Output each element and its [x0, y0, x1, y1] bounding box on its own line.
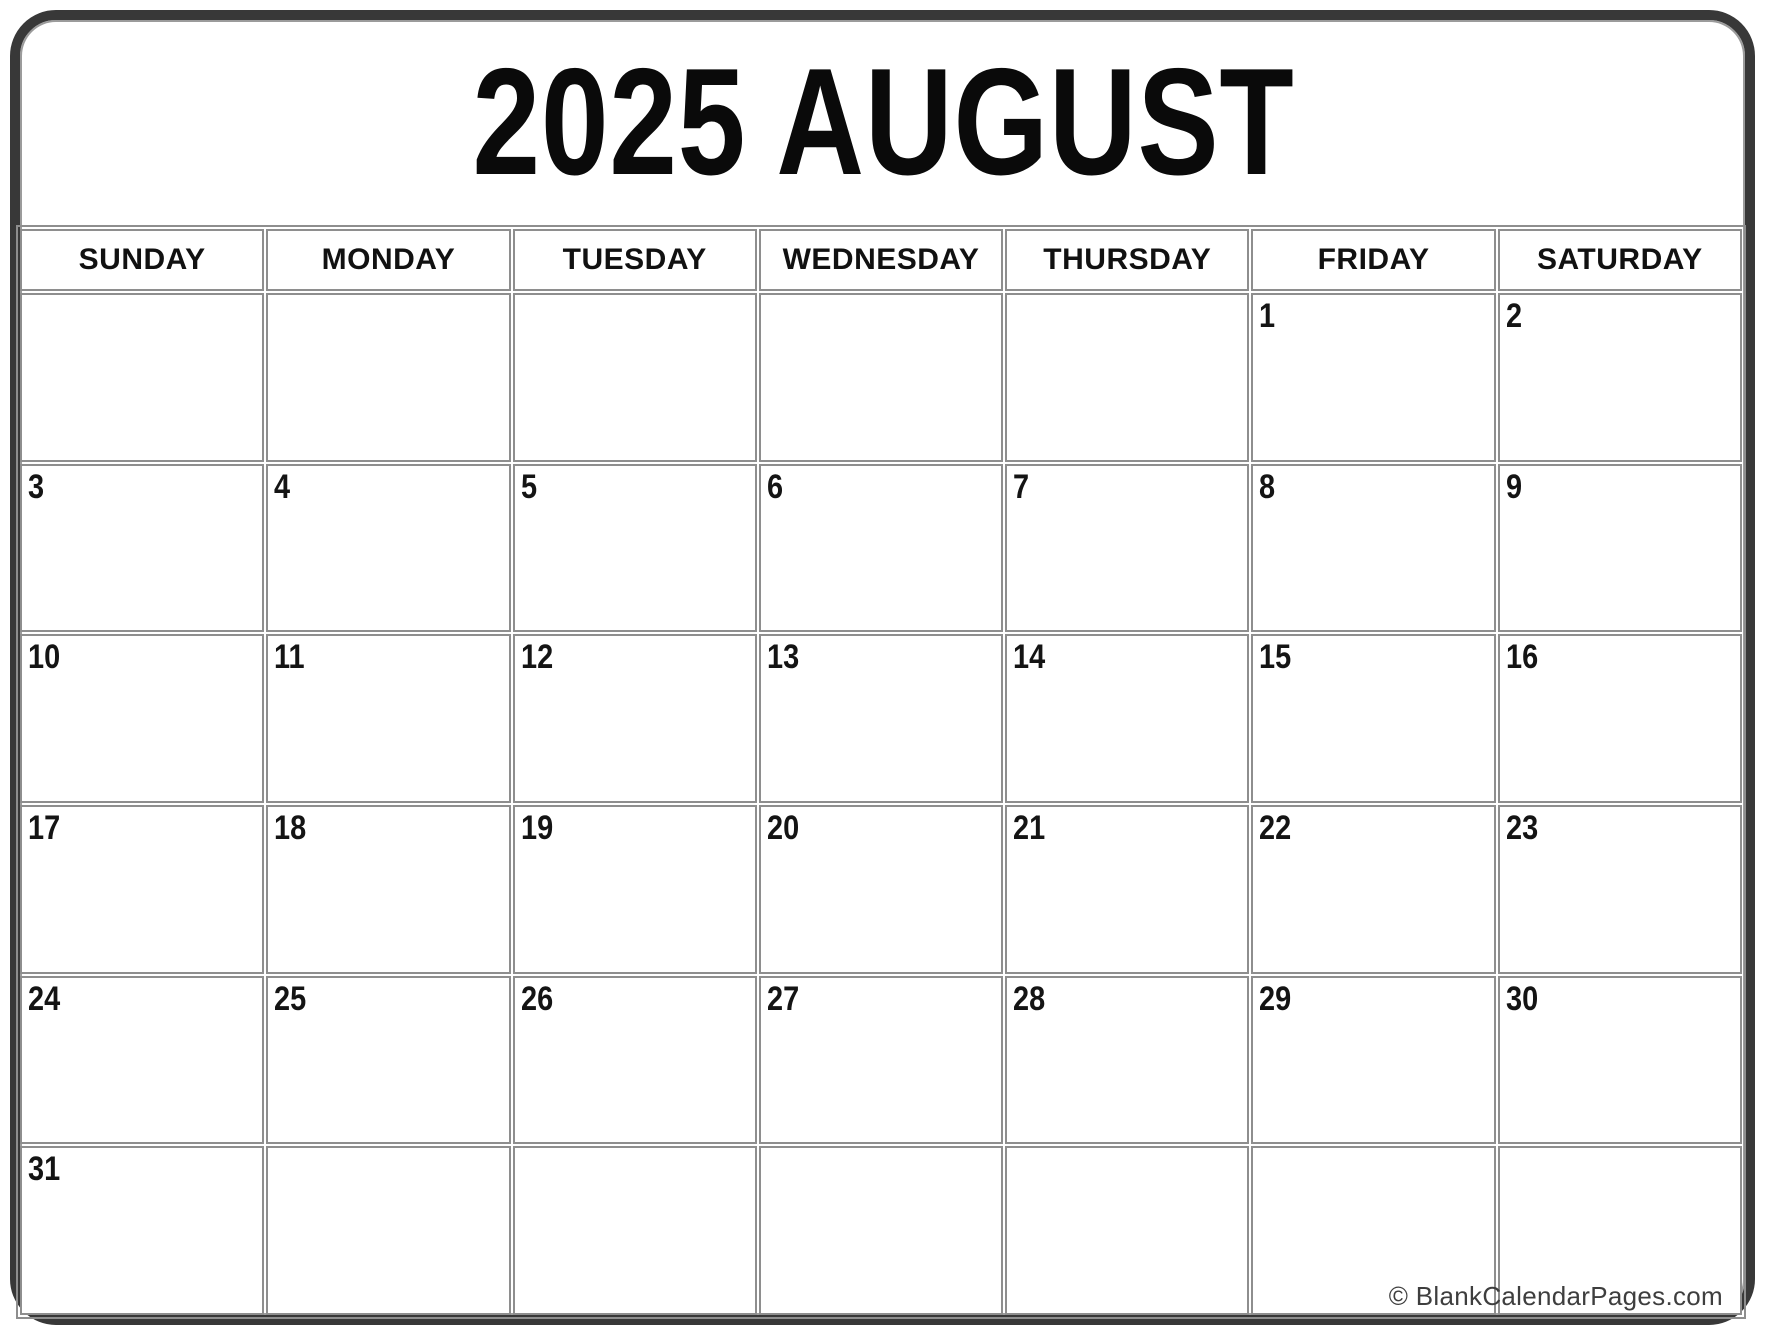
day-number: 30 — [1505, 979, 1538, 1018]
day-number: 21 — [1013, 808, 1046, 847]
day-number: 12 — [520, 638, 553, 677]
day-cell — [1498, 293, 1742, 462]
day-cell — [1005, 464, 1249, 633]
day-cell — [20, 1146, 264, 1315]
day-cell — [513, 464, 757, 633]
weekday-header-friday: FRIDAY — [1251, 229, 1495, 291]
day-number: 3 — [28, 467, 45, 506]
day-number: 11 — [274, 638, 305, 677]
weekday-header-row — [20, 229, 1742, 291]
weekday-header-sunday: SUNDAY — [20, 229, 264, 291]
day-number: 5 — [520, 467, 537, 506]
day-cell — [1498, 634, 1742, 803]
day-number: 1 — [1259, 297, 1276, 335]
day-number: 14 — [1013, 638, 1046, 677]
day-cell — [513, 634, 757, 803]
day-cell — [1498, 805, 1742, 974]
day-cell — [513, 1146, 757, 1315]
day-number: 19 — [520, 808, 553, 847]
day-number: 16 — [1505, 638, 1538, 677]
day-cell — [266, 464, 510, 633]
day-cell — [759, 293, 1003, 462]
day-cell — [1251, 805, 1495, 974]
day-number: 29 — [1259, 979, 1292, 1018]
day-cell — [1251, 634, 1495, 803]
day-number: 6 — [766, 467, 783, 506]
day-cell — [1005, 805, 1249, 974]
weekday-header-tuesday: TUESDAY — [513, 229, 757, 291]
day-cell — [1498, 976, 1742, 1145]
day-number: 15 — [1259, 638, 1292, 677]
day-cell — [266, 1146, 510, 1315]
weekday-header-wednesday: WEDNESDAY — [759, 229, 1003, 291]
day-cell — [1005, 293, 1249, 462]
day-number: 13 — [766, 638, 799, 677]
day-number: 18 — [274, 808, 307, 847]
day-number: 26 — [520, 979, 553, 1018]
weekday-header-thursday: THURSDAY — [1005, 229, 1249, 291]
day-cell — [759, 464, 1003, 633]
day-cell — [1251, 293, 1495, 462]
day-number: 22 — [1259, 808, 1292, 847]
watermark-text: © BlankCalendarPages.com — [1388, 1281, 1723, 1311]
day-number: 27 — [766, 979, 799, 1018]
day-number: 25 — [274, 979, 307, 1018]
day-cell — [1005, 976, 1249, 1145]
day-number: 20 — [766, 808, 799, 847]
day-cell — [513, 976, 757, 1145]
day-cell — [1005, 1146, 1249, 1315]
day-number: 8 — [1259, 467, 1276, 506]
weekday-header-monday: MONDAY — [266, 229, 510, 291]
day-cell — [759, 634, 1003, 803]
day-number: 28 — [1013, 979, 1046, 1018]
weekday-header-saturday: SATURDAY — [1498, 229, 1742, 291]
day-number: 2 — [1505, 297, 1522, 335]
day-cell — [266, 634, 510, 803]
day-number: 23 — [1505, 808, 1538, 847]
week-row — [20, 464, 1742, 633]
day-cell — [759, 1146, 1003, 1315]
week-row — [20, 293, 1742, 462]
day-number: 31 — [28, 1150, 61, 1189]
day-cell — [266, 976, 510, 1145]
day-cell — [513, 293, 757, 462]
calendar-table — [16, 225, 1746, 1319]
day-cell — [513, 805, 757, 974]
day-cell — [266, 805, 510, 974]
day-cell — [266, 293, 510, 462]
day-number: 7 — [1013, 467, 1030, 506]
day-number: 9 — [1505, 467, 1522, 506]
day-cell — [20, 805, 264, 974]
day-cell — [20, 634, 264, 803]
day-cell — [1251, 976, 1495, 1145]
day-cell — [1498, 464, 1742, 633]
week-row — [20, 976, 1742, 1145]
day-cell — [1251, 464, 1495, 633]
day-cell — [759, 805, 1003, 974]
day-cell — [20, 464, 264, 633]
day-cell — [20, 293, 264, 462]
day-cell — [759, 976, 1003, 1145]
day-number: 4 — [274, 467, 291, 506]
day-cell — [20, 976, 264, 1145]
day-number: 24 — [28, 979, 61, 1018]
week-row — [20, 634, 1742, 803]
week-row — [20, 805, 1742, 974]
calendar-title: 2025 AUGUST — [472, 37, 1295, 207]
day-number: 17 — [28, 808, 61, 847]
day-cell — [1005, 634, 1249, 803]
day-number: 10 — [28, 638, 61, 677]
